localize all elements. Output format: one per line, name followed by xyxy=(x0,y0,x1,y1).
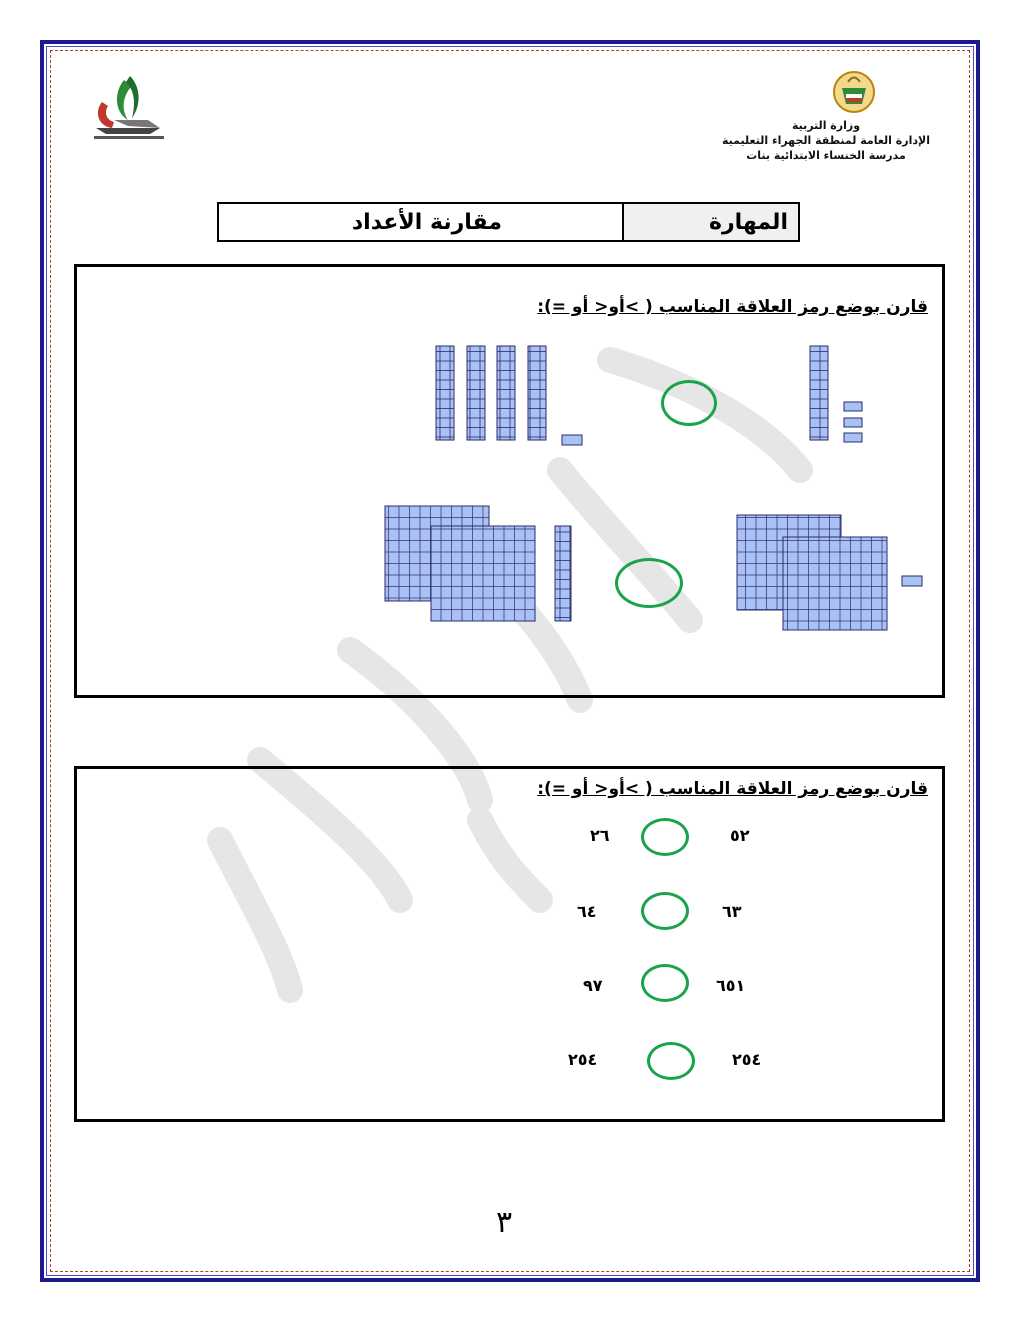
left-number: ٦٤ xyxy=(577,902,597,921)
answer-circle-row-4[interactable] xyxy=(647,1042,695,1080)
right-group-1-ten-3-ones xyxy=(810,346,862,442)
left-number: ٢٦ xyxy=(590,826,610,845)
answer-circle-1[interactable] xyxy=(661,380,717,426)
skill-value: مقارنة الأعداد xyxy=(351,209,502,235)
exercise-2-instruction: قارن بوضع رمز العلاقة المناسب ( >أو< أو =): xyxy=(537,779,928,799)
answer-circle-2[interactable] xyxy=(615,558,683,608)
directorate-name: الإدارة العامة لمنطقة الجهراء التعليمية xyxy=(722,134,930,147)
left-number: ٢٥٤ xyxy=(568,1050,598,1069)
school-name: مدرسة الخنساء الابتدائية بنات xyxy=(746,149,906,162)
right-group-2-hundreds-1-one xyxy=(737,515,922,630)
skill-label: المهارة xyxy=(622,204,798,240)
left-group-4-tens-1-one xyxy=(436,346,582,445)
exercise-2-box xyxy=(74,766,945,1122)
answer-circle-row-3[interactable] xyxy=(641,964,689,1002)
left-group-2-hundreds-1-ten xyxy=(385,506,571,621)
right-number: ٥٢ xyxy=(730,826,750,845)
right-number: ٦٥١ xyxy=(716,976,746,995)
right-number: ٦٣ xyxy=(722,902,742,921)
exercise-1-instruction: قارن بوضع رمز العلاقة المناسب ( >أو< أو =): xyxy=(537,297,928,317)
answer-circle-row-2[interactable] xyxy=(641,892,689,930)
ministry-name: وزارة التربية xyxy=(791,119,861,132)
right-number: ٢٥٤ xyxy=(732,1050,762,1069)
left-number: ٩٧ xyxy=(583,976,603,995)
page-number: ٣ xyxy=(496,1205,513,1240)
answer-circle-row-1[interactable] xyxy=(641,818,689,856)
